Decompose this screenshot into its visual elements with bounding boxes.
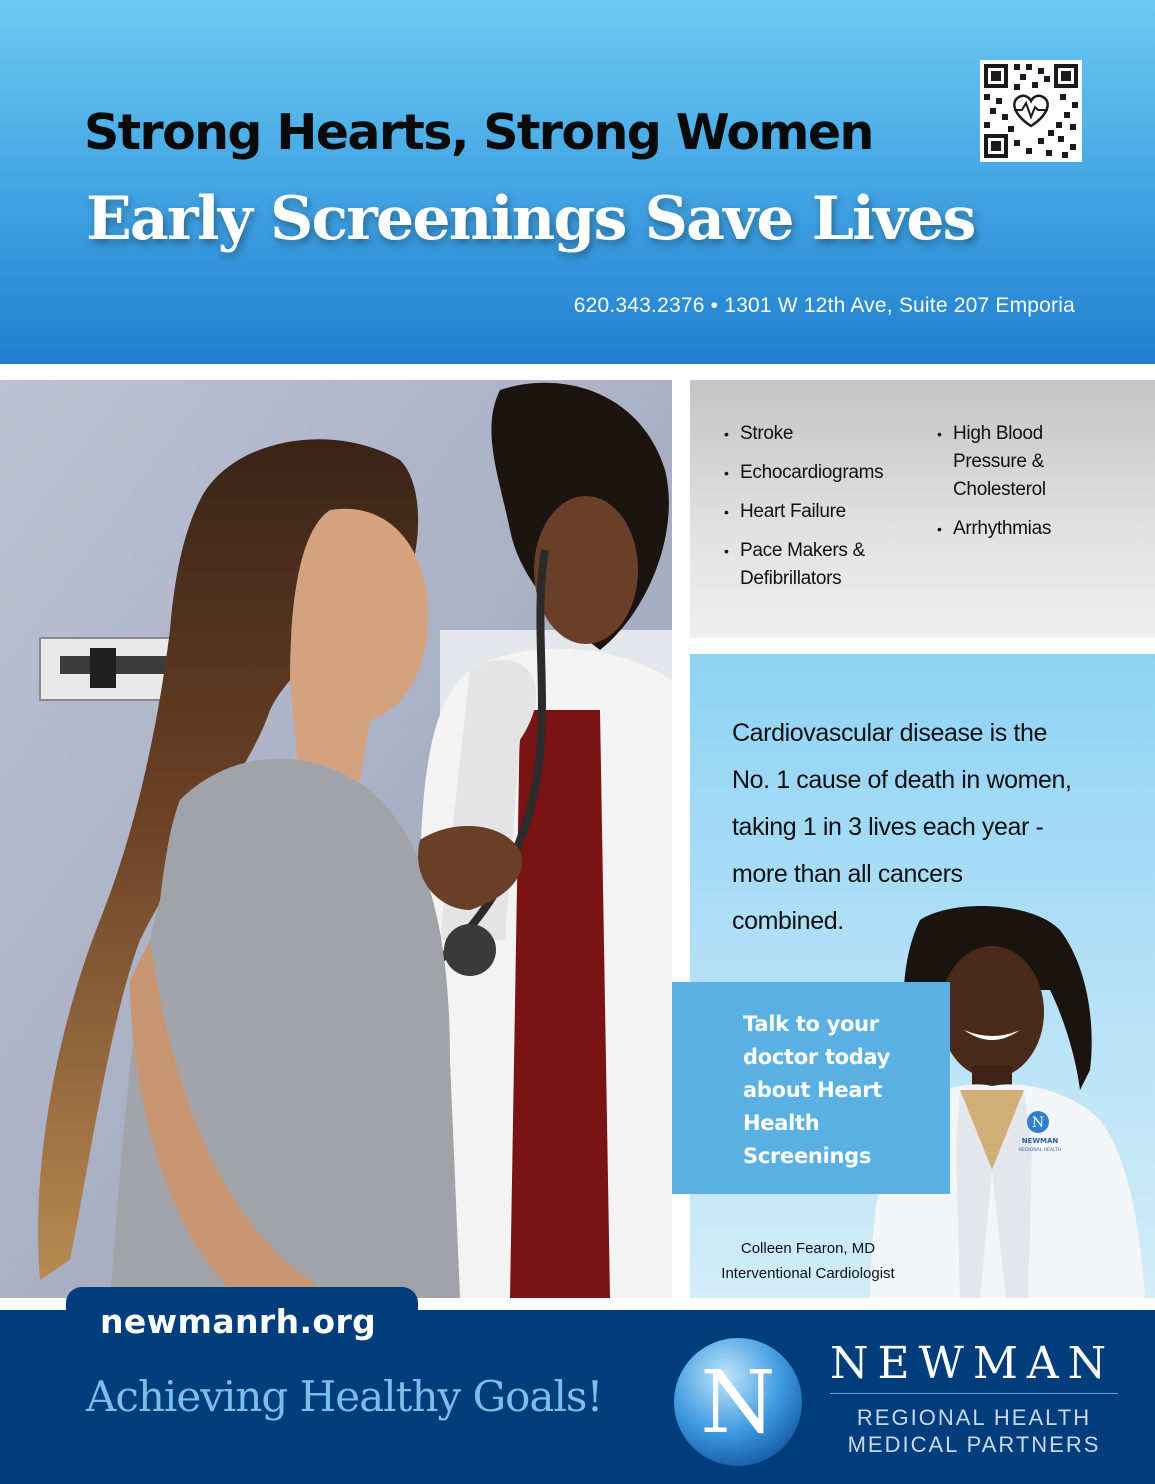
svg-text:N: N (1031, 1115, 1045, 1131)
conditions-list-left (724, 420, 919, 593)
qr-code-heart-icon[interactable] (980, 60, 1082, 162)
website-link[interactable]: newmanrh.org (100, 1302, 377, 1341)
list-item: • Stroke (724, 420, 919, 448)
contact-info: 620.343.2376 • 1301 W 12th Ave, Suite 207 Emporia (573, 294, 1075, 317)
headline: Early Screenings Save Lives (86, 184, 975, 254)
cta-text: Talk to your doctor today about Heart Health Screenings (743, 1012, 891, 1168)
brand-divider (830, 1393, 1118, 1394)
coat-logo-text: NEWMAN (1021, 1137, 1059, 1145)
doctor-name: Colleen Fearon, MD (740, 1240, 876, 1257)
motto: Achieving Healthy Goals! (86, 1372, 603, 1421)
doctor-title: Interventional Cardiologist (721, 1265, 895, 1282)
conditions-panel (690, 380, 1155, 638)
tagline: Strong Hearts, Strong Women (84, 104, 873, 161)
brand-name: NEWMAN (830, 1338, 1116, 1389)
list-item: • High Blood Pressure & Cholesterol (937, 420, 1137, 504)
coat-logo-sub: REGIONAL HEALTH (1018, 1148, 1062, 1153)
hero-photo (0, 380, 672, 1298)
newman-logo-icon (672, 1336, 804, 1468)
list-item: • Heart Failure (724, 498, 919, 526)
conditions-list-right (937, 420, 1137, 543)
cta-box (672, 982, 950, 1194)
brand-subtitle-2: MEDICAL PARTNERS (847, 1432, 1101, 1457)
list-item: • Echocardiograms (724, 459, 919, 487)
logo-letter: N (700, 1353, 776, 1453)
brand-subtitle: REGIONAL HEALTH (856, 1405, 1092, 1430)
list-item: • Pace Makers & Defibrillators (724, 537, 919, 593)
list-item: • Arrhythmias (937, 515, 1137, 543)
stat-text: Cardiovascular disease is the No. 1 cause of death in women, taking 1 in 3 lives each year - more than all cancers combined. (732, 719, 1072, 935)
